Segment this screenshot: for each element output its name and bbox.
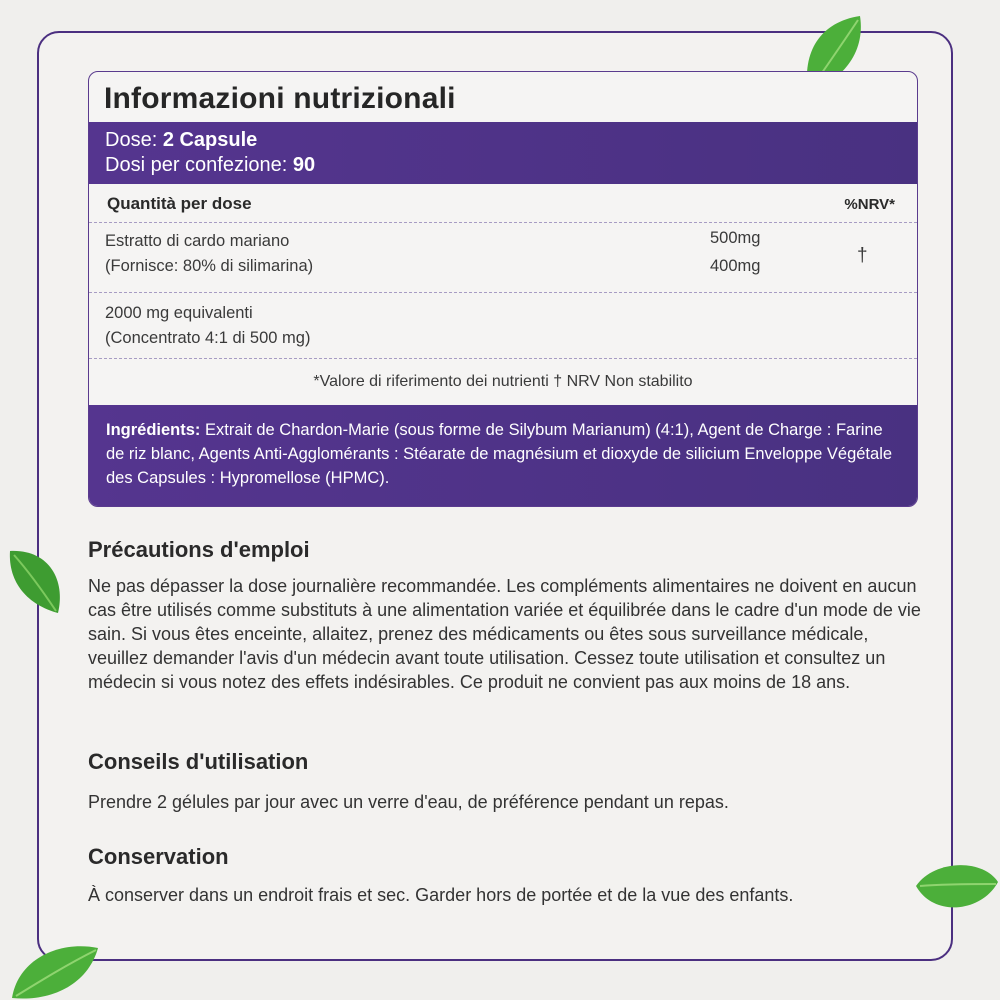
row1-name: Estratto di cardo mariano	[105, 232, 290, 250]
table-row	[89, 293, 917, 359]
row2-name: 2000 mg equivalenti	[105, 304, 253, 322]
panel-title: Informazioni nutrizionali	[104, 82, 456, 115]
servings-line	[105, 153, 917, 178]
ingredients-label: Ingrédients:	[106, 421, 201, 439]
dose-label: Dose:	[105, 129, 163, 151]
usage-title: Conseils d'utilisation	[88, 749, 309, 774]
leaf-icon	[4, 545, 66, 617]
usage-text: Prendre 2 gélules par jour avec un verre d'eau, de préférence pendant un repas.	[88, 792, 729, 812]
dose-band	[89, 122, 917, 184]
row1-subname: (Fornisce: 80% di silimarina)	[105, 257, 314, 275]
dose-value: 2 Capsule	[162, 129, 258, 151]
precautions-text: Ne pas dépasser la dose journalière recommandée. Les compléments alimentaires ne doivent en aucun cas être utilisés comme substituts à une alimentation variée et équilibrée dans le cadre d'un mode de vie sain. Si vous êtes enceinte, allaitez, prenez des médicaments ou êtes sous surveillance médicale, veuillez demander l'avis d'un médecin avant toute utilisation. Cessez toute utilisation et consultez un médecin si vous notez des effets indésirables. Ce produit ne convient pas aux moins de 18 ans.	[88, 576, 921, 692]
servings-value: 90	[292, 154, 316, 176]
row1-nrv: †	[857, 245, 868, 266]
table-row	[89, 223, 917, 293]
precautions-title: Précautions d'emploi	[88, 537, 310, 562]
ingredients-band	[89, 405, 917, 507]
dose-line	[105, 128, 917, 153]
servings-label: Dosi per confezione:	[105, 154, 293, 176]
row1-value2: 400mg	[710, 257, 761, 275]
row1-value1: 500mg	[710, 229, 761, 247]
header-amount: Quantità per dose	[107, 194, 252, 213]
leaf-icon	[8, 940, 100, 1000]
leaf-icon	[912, 856, 1000, 926]
header-nrv: %NRV*	[844, 196, 895, 213]
footnote: *Valore di riferimento dei nutrienti † NRV Non stabilito	[313, 373, 693, 390]
storage-text: À conserver dans un endroit frais et sec. Garder hors de portée et de la vue des enfants.	[88, 885, 794, 905]
nutrition-panel	[88, 71, 918, 507]
ingredients-text: Extrait de Chardon-Marie (sous forme de Silybum Marianum) (4:1), Agent de Charge : Farine de riz blanc, Agents Anti-Agglomérants : Stéarate de magnésium et dioxyde de silicium Enveloppe Végétale des Capsules : Hypromellose (HPMC).	[106, 421, 893, 487]
storage-title: Conservation	[88, 844, 229, 869]
table-header	[89, 184, 917, 223]
row2-subname: (Concentrato 4:1 di 500 mg)	[105, 329, 311, 347]
